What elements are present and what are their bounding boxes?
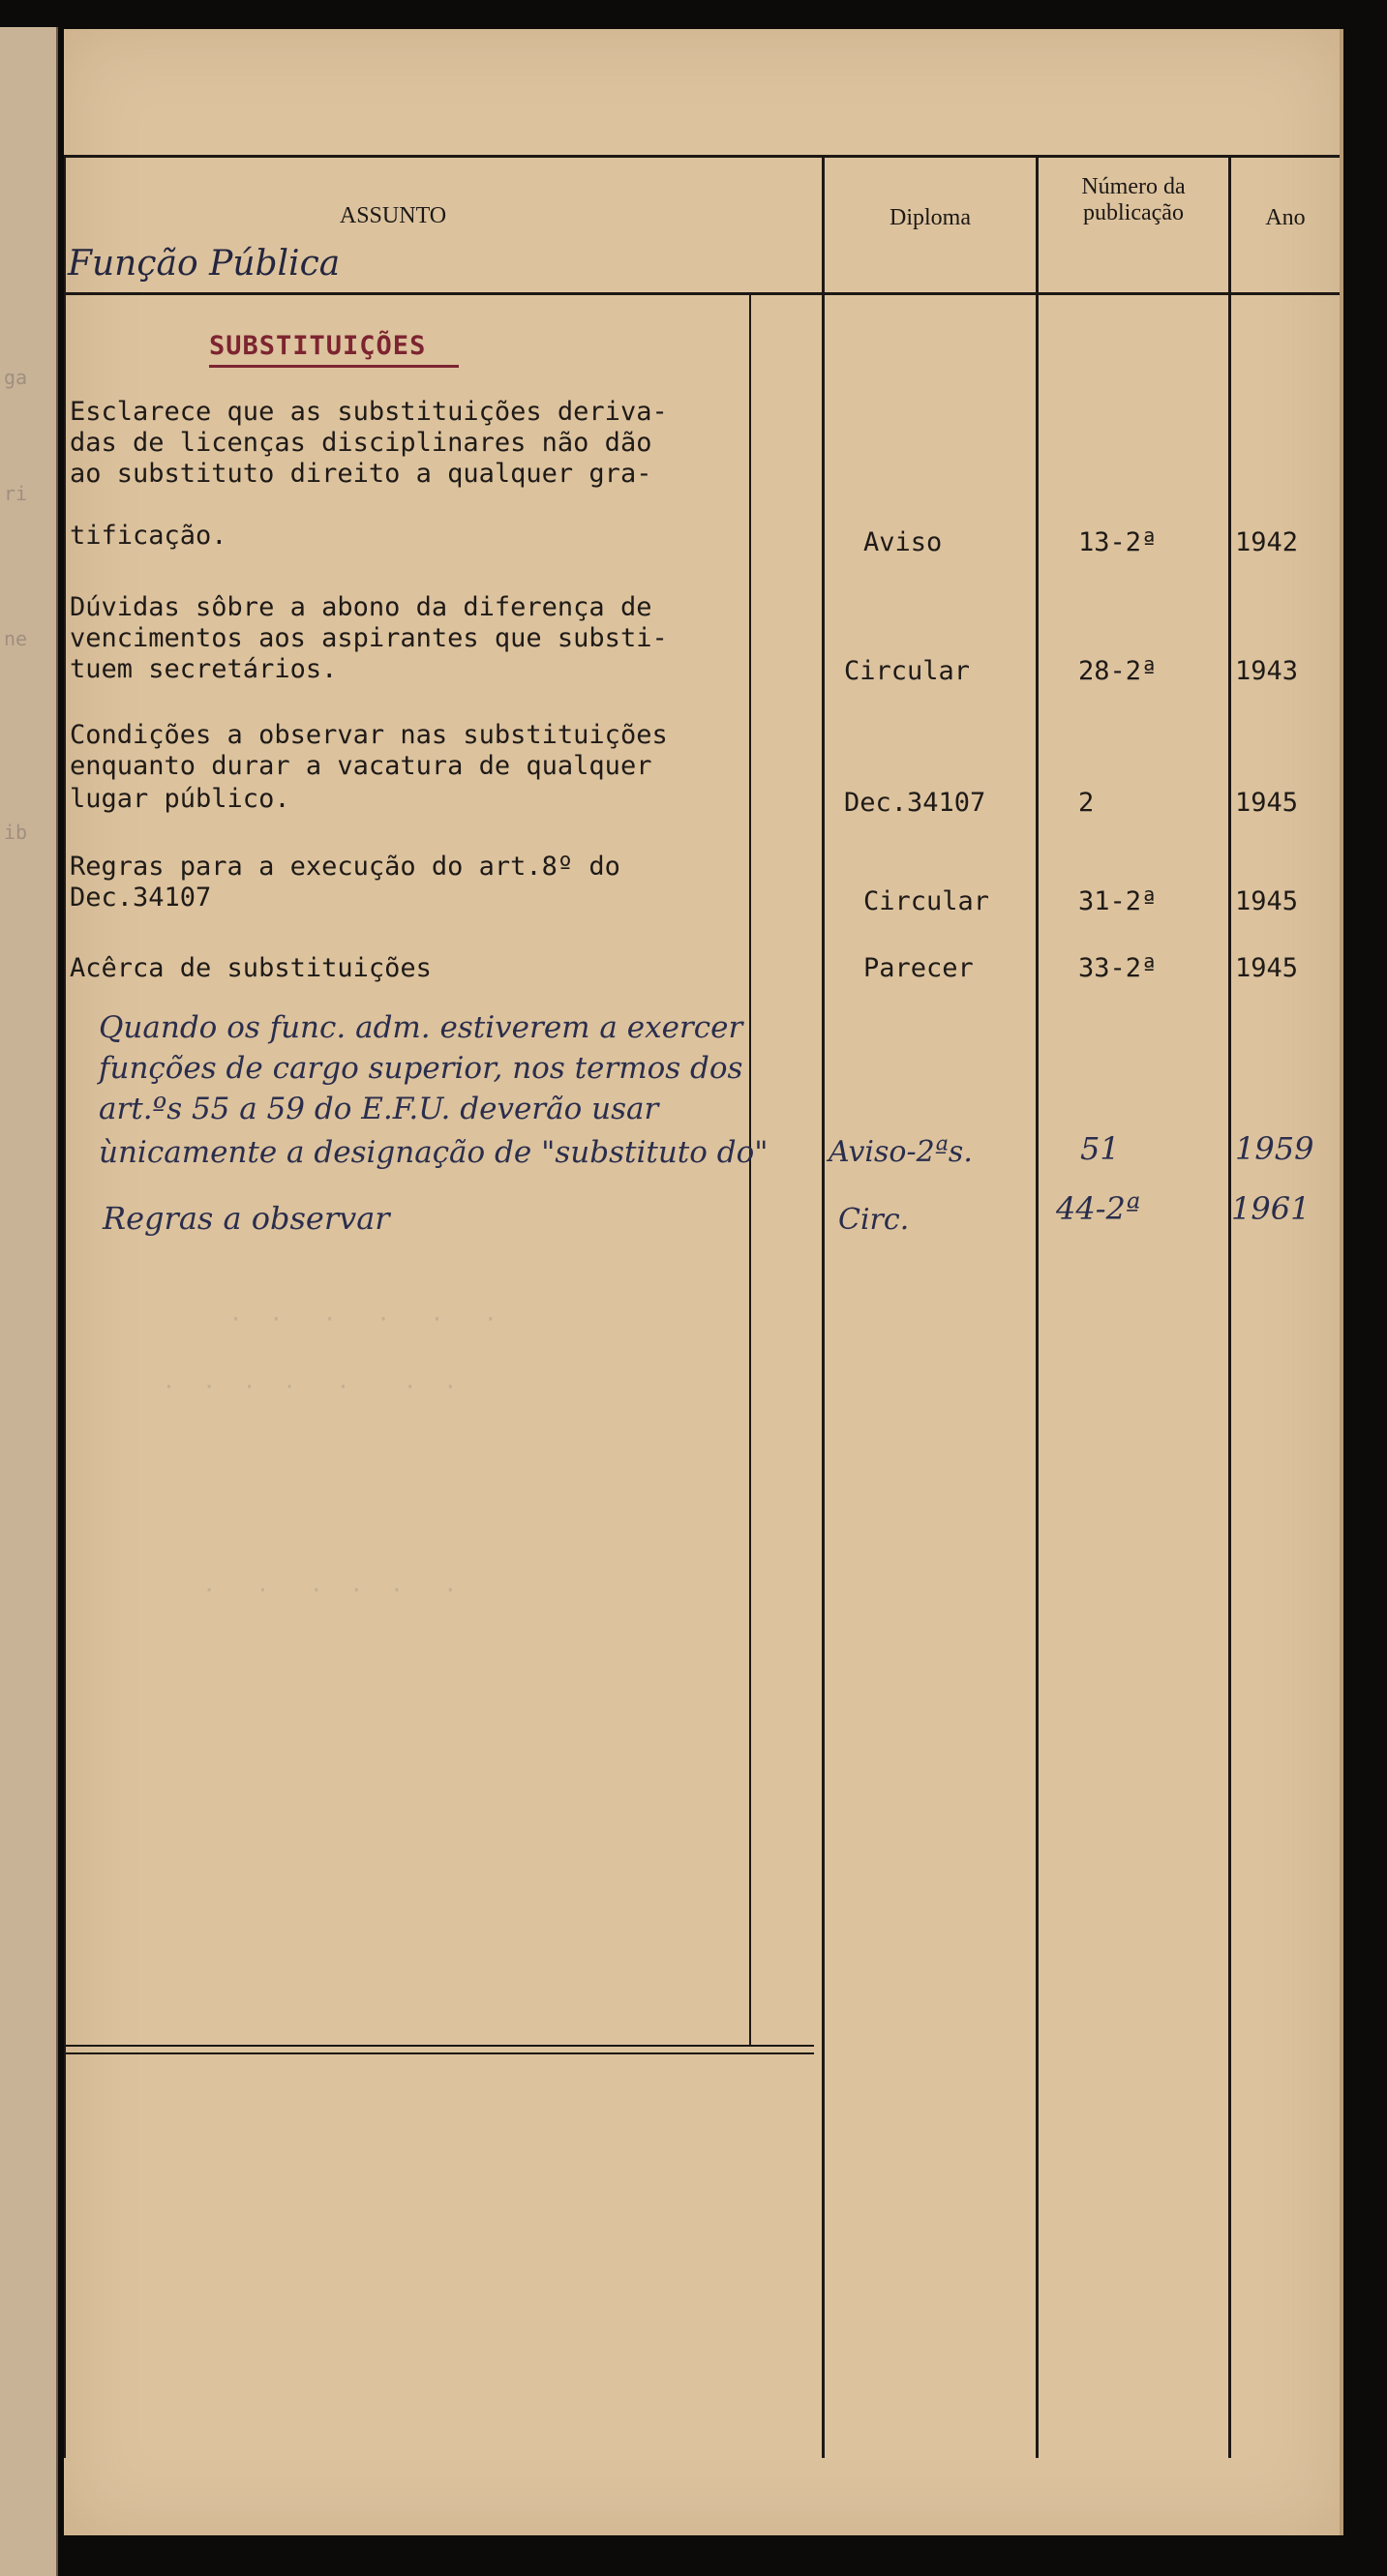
- entry-5-ano: 1945: [1235, 953, 1299, 983]
- entry-2-line-3: tuem secretários.: [70, 654, 338, 684]
- entry-2-line-2: vencimentos aos aspirantes que substi-: [70, 623, 668, 653]
- hand-entry-2-diploma: Circ.: [838, 1203, 910, 1237]
- entry-1-line-4: tificação.: [70, 521, 227, 551]
- hand-entry-1-numero: 51: [1080, 1130, 1120, 1167]
- adjacent-page-edge: [0, 27, 58, 2576]
- header-diploma: Diploma: [889, 205, 971, 230]
- hand-entry-1-diploma: Aviso-2ªs.: [829, 1135, 973, 1169]
- entry-5-numero: 33-2ª: [1078, 953, 1158, 983]
- col-rule-ano: [1228, 155, 1231, 2458]
- entry-4-ano: 1945: [1235, 886, 1299, 916]
- lower-double-rule: [64, 2052, 814, 2054]
- hand-entry-2-line-1: Regras a observar: [103, 1200, 390, 1237]
- entry-2-numero: 28-2ª: [1078, 656, 1158, 686]
- entry-5-diploma: Parecer: [863, 953, 974, 983]
- reverse-side-bleed: · · · · · ·: [122, 1578, 458, 1603]
- header-numero: Número da publicação: [1081, 174, 1186, 225]
- entry-4-numero: 31-2ª: [1078, 886, 1158, 916]
- entry-3-ano: 1945: [1235, 788, 1299, 818]
- reverse-side-bleed: · · · · · ·: [122, 1307, 498, 1333]
- entry-1-line-2: das de licenças disciplinares não dão: [70, 428, 652, 458]
- bleed-text: ri: [4, 482, 28, 505]
- hand-entry-2-numero: 44-2ª: [1056, 1190, 1141, 1227]
- hand-entry-2-ano: 1961: [1231, 1190, 1311, 1227]
- entry-3-line-3: lugar público.: [70, 784, 290, 814]
- top-rule: [64, 155, 1340, 158]
- entry-4-line-2: Dec.34107: [70, 883, 212, 913]
- entry-3-line-2: enquanto durar a vacatura de qualquer: [70, 751, 652, 781]
- entry-1-numero: 13-2ª: [1078, 527, 1158, 557]
- entry-1-diploma: Aviso: [863, 527, 943, 557]
- bleed-text: ne: [4, 627, 28, 650]
- lower-double-rule: [64, 2045, 814, 2047]
- hand-entry-1-line-3: art.ºs 55 a 59 do E.F.U. deverão usar: [99, 1092, 659, 1126]
- entry-4-line-1: Regras para a execução do art.8º do: [70, 852, 620, 882]
- entry-1-ano: 1942: [1235, 527, 1299, 557]
- hand-entry-1-line-2: funções de cargo superior, nos termos dos: [99, 1051, 743, 1086]
- entry-2-diploma: Circular: [844, 656, 971, 686]
- category-label: Função Pública: [68, 244, 341, 284]
- hand-entry-1-line-1: Quando os func. adm. estiverem a exercer: [99, 1010, 743, 1045]
- entry-3-diploma: Dec.34107: [844, 788, 986, 818]
- entry-5-line-1: Acêrca de substituições: [70, 953, 432, 983]
- header-rule: [64, 292, 1340, 295]
- reverse-side-bleed: · · · · · · ·: [122, 1375, 458, 1400]
- hand-entry-1-ano: 1959: [1235, 1130, 1314, 1167]
- bleed-text: ga: [4, 366, 28, 389]
- entry-1-line-1: Esclarece que as substituições deriva-: [70, 397, 668, 427]
- col-rule-diploma: [822, 155, 825, 2458]
- subject-margin-rule: [749, 295, 751, 2047]
- entry-2-line-1: Dúvidas sôbre a abono da diferença de: [70, 592, 652, 622]
- index-card-page: [64, 29, 1343, 2535]
- bleed-text: ib: [4, 821, 28, 844]
- entry-2-ano: 1943: [1235, 656, 1299, 686]
- entry-1-line-3: ao substituto direito a qualquer gra-: [70, 459, 652, 489]
- col-rule-numero: [1036, 155, 1039, 2458]
- section-title-underline: [209, 365, 459, 368]
- entry-3-numero: 2: [1078, 788, 1095, 818]
- header-assunto: ASSUNTO: [339, 203, 447, 228]
- hand-entry-1-line-4: ùnicamente a designação de "substituto do": [99, 1135, 769, 1170]
- entry-4-diploma: Circular: [863, 886, 990, 916]
- header-ano: Ano: [1265, 205, 1306, 230]
- entry-3-line-1: Condições a observar nas substituições: [70, 720, 668, 750]
- left-margin-rule: [64, 155, 66, 2458]
- section-title: SUBSTITUIÇÕES: [209, 331, 427, 361]
